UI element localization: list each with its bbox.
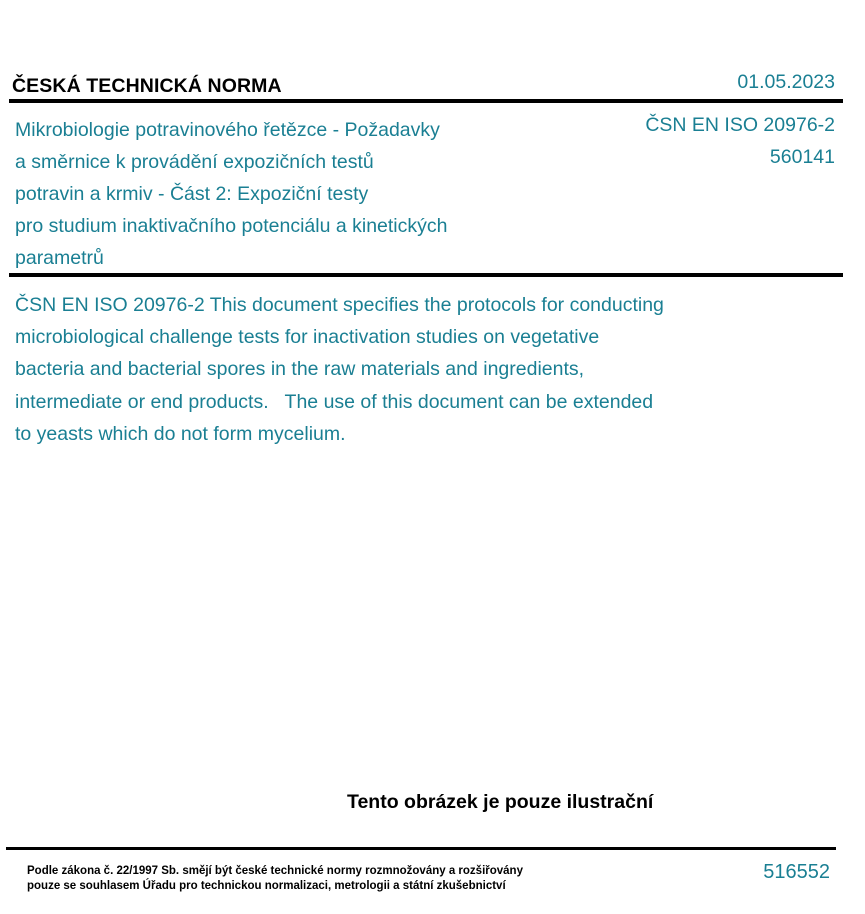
legal-notice-line: pouze se souhlasem Úřadu pro technickou normalizaci, metrologii a státní zkušebnictví bbox=[27, 880, 506, 892]
publication-date: 01.05.2023 bbox=[737, 71, 835, 93]
header-divider bbox=[9, 99, 843, 103]
legal-notice-line: Podle zákona č. 22/1997 Sb. smějí být české technické normy rozmnožovány a rozšiřovány bbox=[27, 865, 523, 877]
abstract-line: microbiological challenge tests for inactivation studies on vegetative bbox=[15, 326, 600, 349]
standard-title-line: Mikrobiologie potravinového řetězce - Požadavky bbox=[15, 119, 440, 141]
footer-divider bbox=[6, 847, 836, 850]
standard-title-line: pro studium inaktivačního potenciálu a kinetických bbox=[15, 215, 448, 237]
standard-title-line: parametrů bbox=[15, 247, 104, 269]
document-number: 516552 bbox=[763, 861, 830, 883]
abstract bbox=[15, 289, 664, 450]
standard-code: ČSN EN ISO 20976-2 bbox=[645, 114, 835, 136]
title-divider bbox=[9, 273, 843, 277]
standard-title-line: a směrnice k provádění expozičních testů bbox=[15, 151, 374, 173]
abstract-line: bacteria and bacterial spores in the raw materials and ingredients, bbox=[15, 358, 585, 381]
illustration-note: Tento obrázek je pouze ilustrační bbox=[347, 791, 654, 813]
abstract-line: to yeasts which do not form mycelium. bbox=[15, 422, 346, 445]
standard-title-line: potravin a krmiv - Část 2: Expoziční testy bbox=[15, 183, 369, 205]
class-number: 560141 bbox=[769, 146, 835, 168]
page-title: ČESKÁ TECHNICKÁ NORMA bbox=[12, 75, 282, 97]
abstract-line: ČSN EN ISO 20976-2 This document specifies the protocols for conducting bbox=[15, 294, 664, 316]
legal-notice bbox=[27, 864, 523, 894]
abstract-line: intermediate or end products. The use of this document can be extended bbox=[15, 390, 654, 413]
standard-title bbox=[15, 114, 448, 274]
